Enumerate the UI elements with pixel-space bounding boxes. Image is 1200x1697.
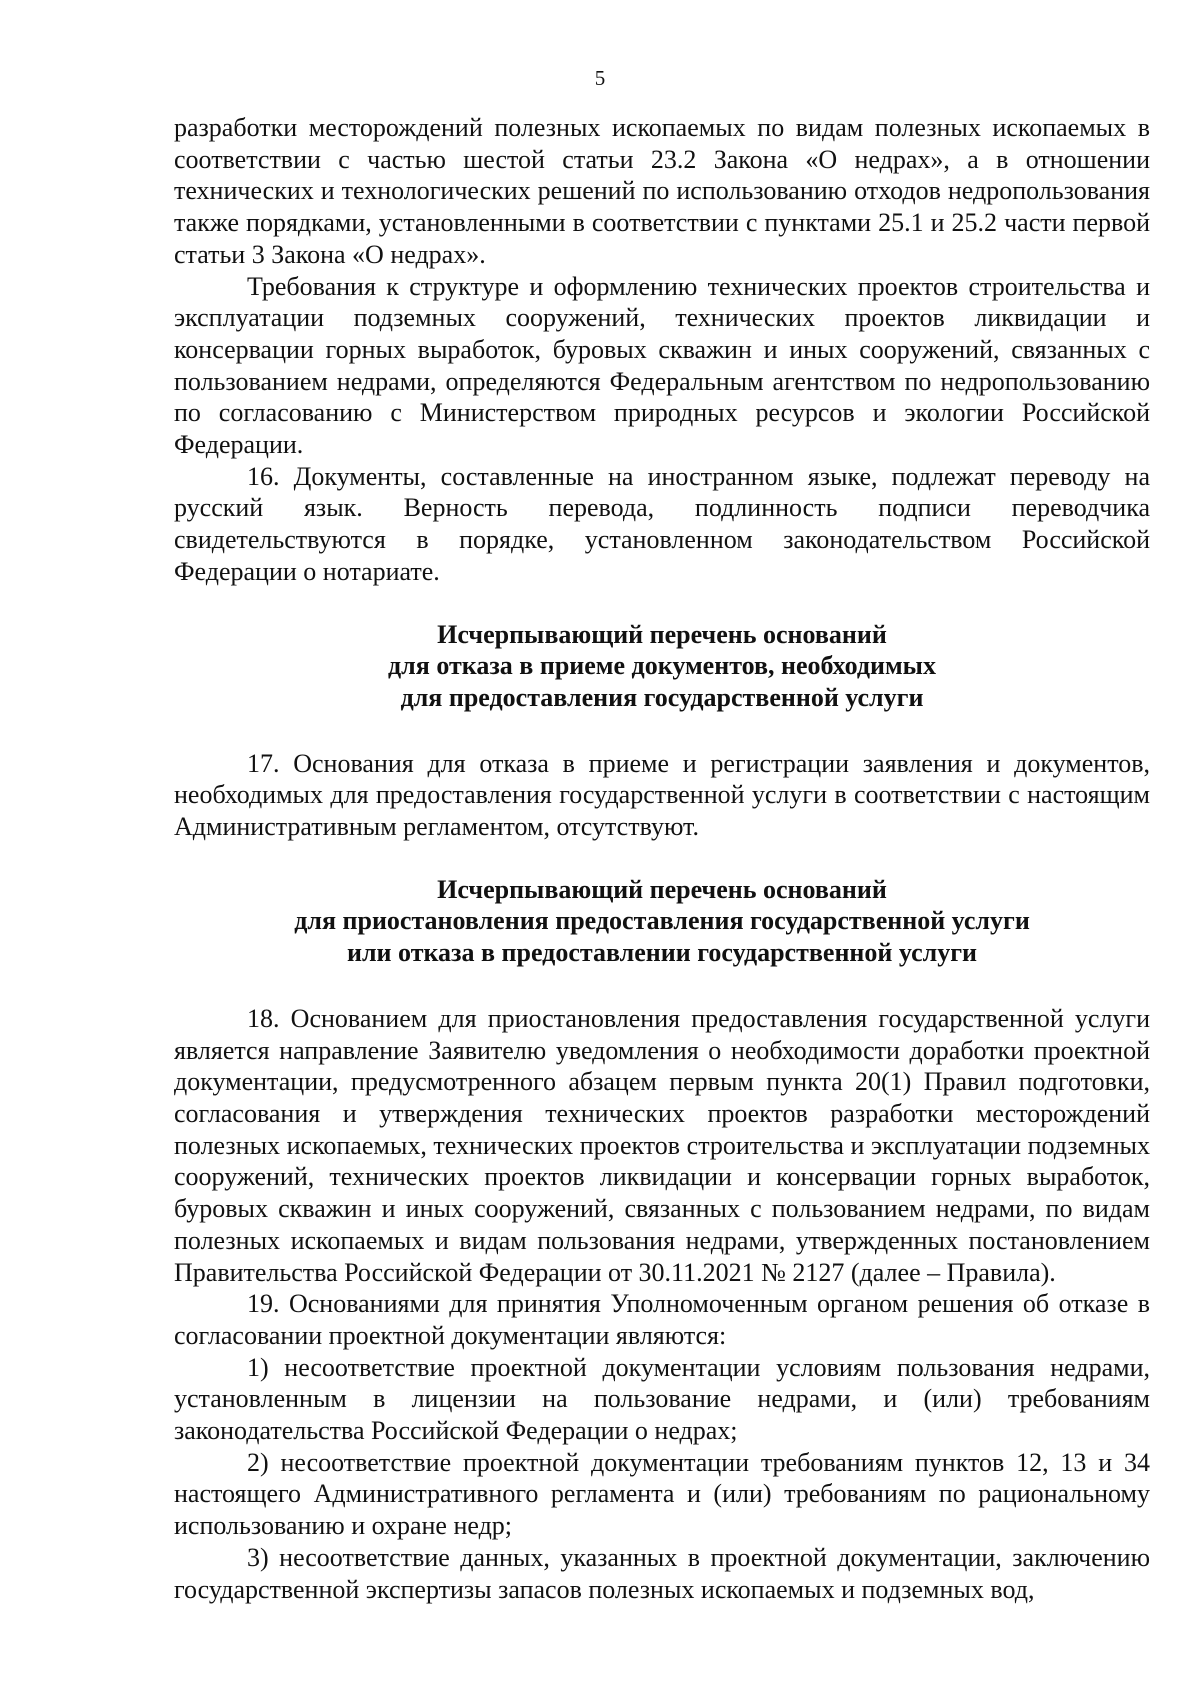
heading-line: или отказа в предоставлении государственной услуги [346, 938, 978, 968]
list-item-2: 2) несоответствие проектной документации требованиям пунктов 12, 13 и 34 настоящего Административного регламента и (или) требованиям по рациональному использованию и охране недр; [174, 1447, 1150, 1541]
heading-line: Исчерпывающий перечень оснований [437, 619, 887, 649]
heading-line: Исчерпывающий перечень оснований [437, 874, 887, 904]
page-number: 5 [594, 66, 606, 90]
section-heading-suspension-refusal [174, 874, 1150, 969]
paragraph-requirements: Требования к структуре и оформлению технических проектов строительства и эксплуатации подземных сооружений, технических проектов ликвидации и консервации горных выработок, буровых скважин и иных сооружений, связанных с пользованием недрами, определяются Федеральным агентством по недропользованию по согласованию с Министерством природных ресурсов и экологии Российской Федерации. [174, 271, 1150, 460]
list-item-1: 1) несоответствие проектной документации условиям пользования недрами, установленным в лицензии на пользование недрами, и (или) требованиям законодательства Российской Федерации о недрах; [174, 1352, 1150, 1446]
paragraph-18: 18. Основанием для приостановления предоставления государственной услуги является направление Заявителю уведомления о необходимости доработки проектной документации, предусмотренного абзацем первым пункта 20(1) Правил подготовки, согласования и утверждения технических проектов разработки месторождений полезных ископаемых, технических проектов строительства и эксплуатации подземных сооружений, технических проектов ликвидации и консервации горных выработок, буровых скважин и иных сооружений, связанных с пользованием недрами, по видам полезных ископаемых и видам пользования недрами, утвержденных постановлением Правительства Российской Федерации от 30.11.2021 № 2127 (далее – Правила). [174, 1003, 1150, 1287]
section-heading-refusal-acceptance [174, 619, 1150, 714]
paragraph-17: 17. Основания для отказа в приеме и регистрации заявления и документов, необходимых для предоставления государственной услуги в соответствии с настоящим Административным регламентом, отсутствуют. [174, 748, 1150, 842]
heading-line: для приостановления предоставления государственной услуги [294, 906, 1030, 936]
paragraph-continuation: разработки месторождений полезных ископаемых по видам полезных ископаемых в соответствии с частью шестой статьи 23.2 Закона «О недрах», а в отношении технических и технологических решений по использованию отходов недропользования также порядками, установленными в соответствии с пунктами 25.1 и 25.2 части первой статьи 3 Закона «О недрах». [174, 113, 1150, 269]
document-body [174, 112, 1150, 1605]
paragraph-16: 16. Документы, составленные на иностранном языке, подлежат переводу на русский язык. Верность перевода, подлинность подписи переводчика свидетельствуются в порядке, установленном законодательством Российской Федерации о нотариате. [174, 461, 1150, 586]
heading-line: для предоставления государственной услуги [400, 682, 924, 712]
list-item-3: 3) несоответствие данных, указанных в проектной документации, заключению государственной экспертизы запасов полезных ископаемых и подземных вод, [174, 1542, 1150, 1604]
heading-line: для отказа в приеме документов, необходимых [388, 651, 936, 681]
paragraph-19: 19. Основаниями для принятия Уполномоченным органом решения об отказе в согласовании проектной документации являются: [174, 1289, 1150, 1350]
